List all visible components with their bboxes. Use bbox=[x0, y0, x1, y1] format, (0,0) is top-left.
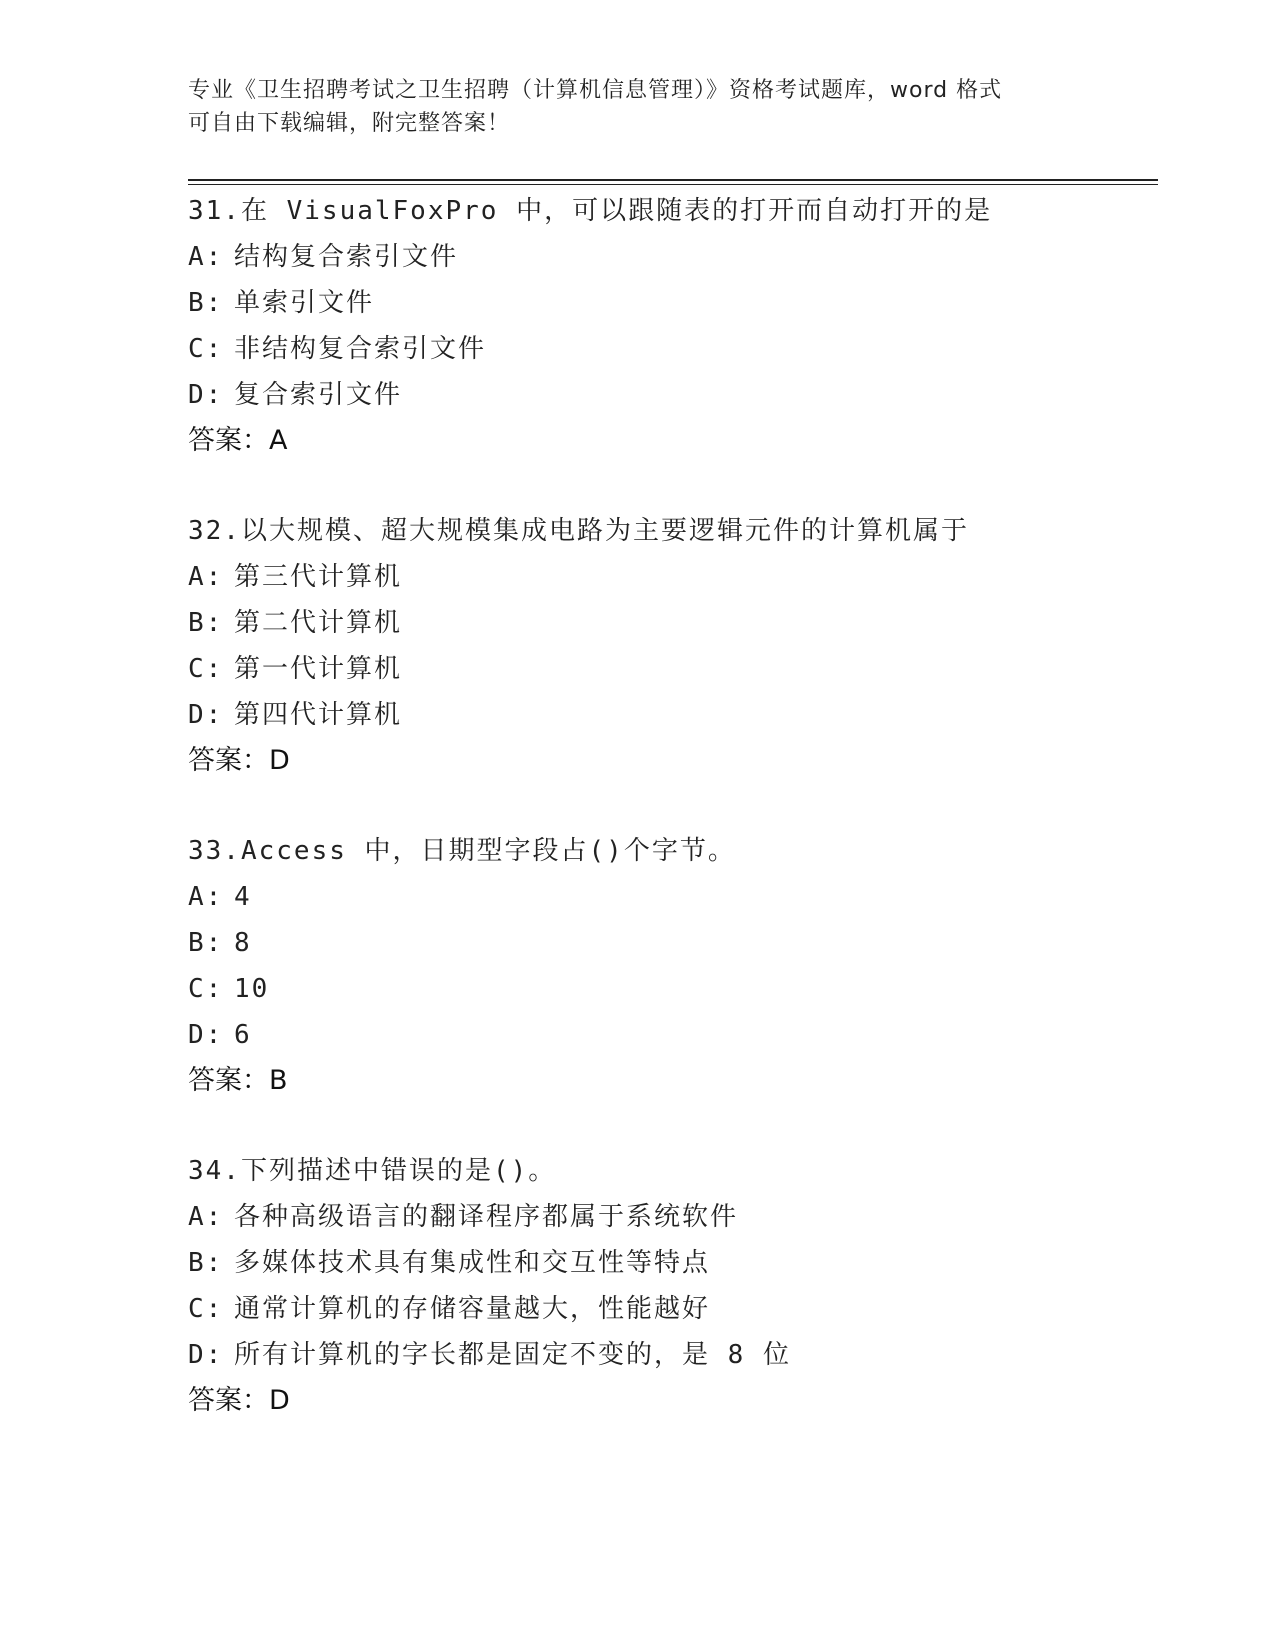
header-divider-thick bbox=[188, 179, 1158, 181]
option-d bbox=[188, 692, 1168, 738]
option-text: 第四代计算机 bbox=[234, 700, 403, 730]
question-31 bbox=[188, 188, 1168, 464]
option-c bbox=[188, 646, 1168, 692]
option-letter: A: bbox=[188, 1202, 224, 1232]
option-letter: A: bbox=[188, 562, 224, 592]
option-text: 单索引文件 bbox=[234, 288, 375, 318]
answer-line: 答案：A bbox=[188, 425, 288, 456]
option-letter: A: bbox=[188, 882, 224, 912]
option-text: 10 bbox=[234, 974, 270, 1004]
question-stem: 34.下列描述中错误的是()。 bbox=[188, 1156, 557, 1186]
option-letter: C: bbox=[188, 334, 224, 364]
option-text: 第一代计算机 bbox=[234, 654, 403, 684]
answer-line: 答案：B bbox=[188, 1065, 288, 1096]
question-stem: 32.以大规模、超大规模集成电路为主要逻辑元件的计算机属于 bbox=[188, 516, 969, 546]
option-c bbox=[188, 966, 1168, 1012]
option-letter: C: bbox=[188, 1294, 224, 1324]
option-text: 非结构复合索引文件 bbox=[234, 334, 487, 364]
option-b bbox=[188, 920, 1168, 966]
answer-line: 答案：D bbox=[188, 1385, 290, 1416]
header-divider-thin bbox=[188, 184, 1158, 185]
option-text: 多媒体技术具有集成性和交互性等特点 bbox=[234, 1248, 711, 1278]
option-a bbox=[188, 874, 1168, 920]
option-b bbox=[188, 280, 1168, 326]
option-a bbox=[188, 1194, 1168, 1240]
option-letter: D: bbox=[188, 380, 224, 410]
option-text: 第二代计算机 bbox=[234, 608, 403, 638]
option-text: 复合索引文件 bbox=[234, 380, 403, 410]
option-letter: D: bbox=[188, 1020, 224, 1050]
option-text: 结构复合索引文件 bbox=[234, 242, 459, 272]
question-34 bbox=[188, 1148, 1168, 1424]
header-line-1: 专业《卫生招聘考试之卫生招聘（计算机信息管理）》资格考试题库，word 格式 bbox=[188, 78, 1003, 103]
option-letter: B: bbox=[188, 288, 224, 318]
option-text: 通常计算机的存储容量越大，性能越好 bbox=[234, 1294, 711, 1324]
option-text: 4 bbox=[234, 882, 252, 912]
option-d bbox=[188, 1012, 1168, 1058]
option-letter: D: bbox=[188, 700, 224, 730]
option-text: 第三代计算机 bbox=[234, 562, 403, 592]
option-text: 各种高级语言的翻译程序都属于系统软件 bbox=[234, 1202, 739, 1232]
option-c bbox=[188, 326, 1168, 372]
option-letter: C: bbox=[188, 654, 224, 684]
option-b bbox=[188, 1240, 1168, 1286]
option-letter: B: bbox=[188, 608, 224, 638]
option-a bbox=[188, 234, 1168, 280]
option-d bbox=[188, 372, 1168, 418]
option-text: 6 bbox=[234, 1020, 252, 1050]
option-letter: D: bbox=[188, 1340, 224, 1370]
question-33 bbox=[188, 828, 1168, 1104]
option-text: 8 bbox=[234, 928, 252, 958]
option-letter: C: bbox=[188, 974, 224, 1004]
header-line-2: 可自由下载编辑，附完整答案！ bbox=[188, 111, 511, 136]
option-d bbox=[188, 1332, 1168, 1378]
question-32 bbox=[188, 508, 1168, 784]
document-header bbox=[188, 74, 1068, 140]
option-b bbox=[188, 600, 1168, 646]
option-letter: B: bbox=[188, 928, 224, 958]
option-letter: B: bbox=[188, 1248, 224, 1278]
option-a bbox=[188, 554, 1168, 600]
option-text: 所有计算机的字长都是固定不变的，是 8 位 bbox=[234, 1340, 791, 1370]
option-c bbox=[188, 1286, 1168, 1332]
question-stem: 31.在 VisualFoxPro 中，可以跟随表的打开而自动打开的是 bbox=[188, 196, 993, 226]
question-stem: 33.Access 中，日期型字段占()个字节。 bbox=[188, 836, 736, 866]
question-list bbox=[188, 188, 1168, 1468]
answer-line: 答案：D bbox=[188, 745, 290, 776]
option-letter: A: bbox=[188, 242, 224, 272]
